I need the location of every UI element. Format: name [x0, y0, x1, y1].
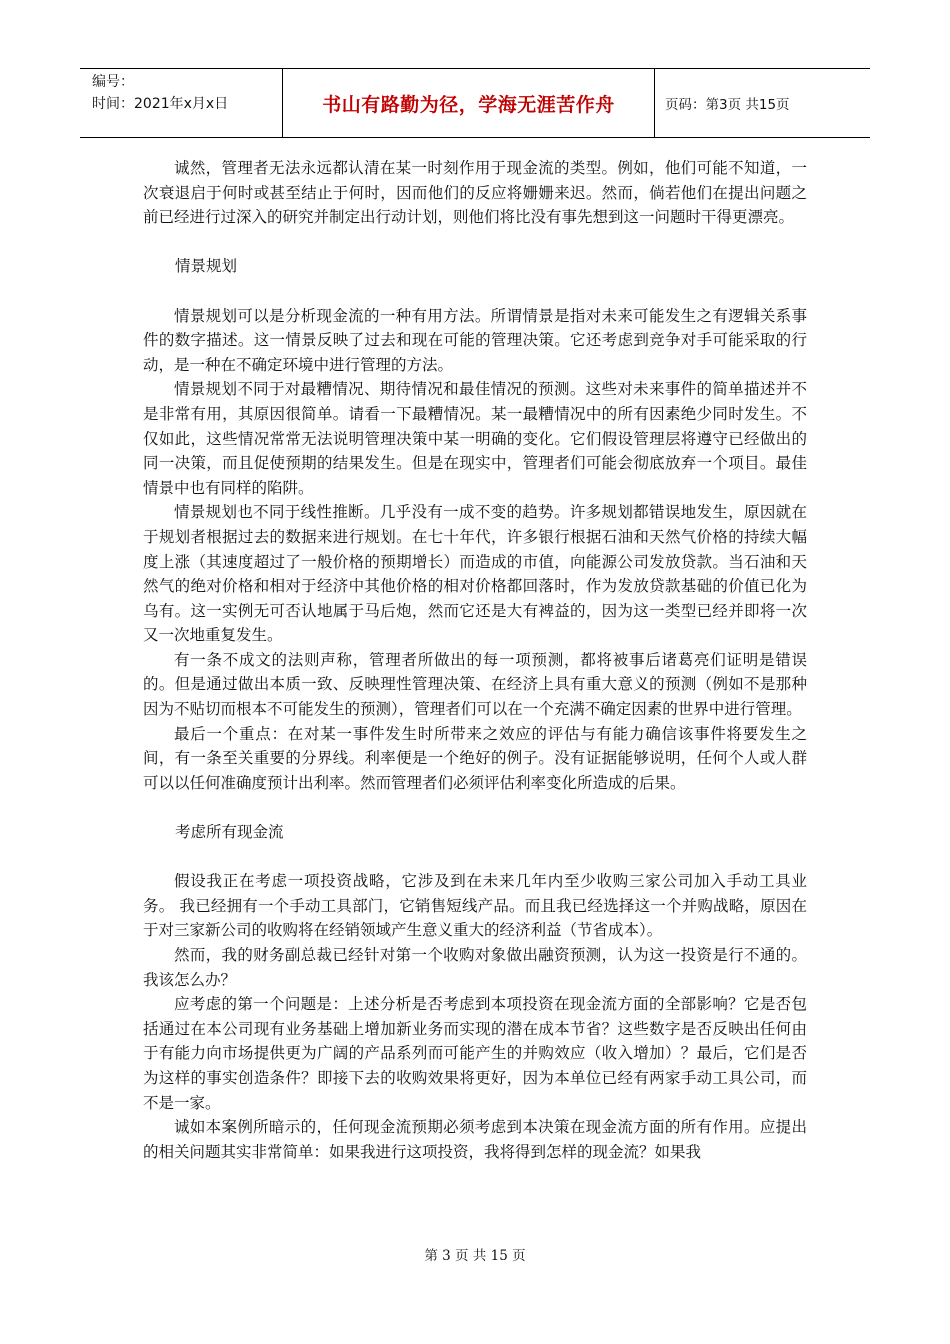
section-heading: 情景规划	[175, 257, 238, 276]
header-meta	[80, 69, 282, 137]
paragraph: 假设我正在考虑一项投资战略，它涉及到在未来几年内至少收购三家公司加入手动工具业务。 我已经拥有一个手动工具部门，它销售短线产品。而且我已经选择这一个并购战略，原因在于对三家新公司的收购将在经销领域产生意义重大的经济利益（节省成本）。	[143, 872, 807, 940]
paragraph: 最后一个重点：在对某一事件发生时所带来之效应的评估与有能力确信该事件将要发生之间，有一条至关重要的分界线。利率便是一个绝好的例子。没有证据能够说明，任何个人或人群可以以任何准确度预计出利率。然而管理者们必须评估利率变化所造成的后果。	[143, 724, 807, 792]
document-body	[143, 156, 807, 1164]
paragraph: 诚然，管理者无法永远都认清在某一时刻作用于现金流的类型。例如，他们可能不知道，一次衰退启于何时或甚至结止于何时，因而他们的反应将姗姗来迟。然而，倘若他们在提出问题之前已经进行过深入的研究并制定出行动计划，则他们将比没有事先想到这一问题时干得更漂亮。	[143, 159, 807, 227]
paragraph: 情景规划不同于对最糟情况、期待情况和最佳情况的预测。这些对未来事件的简单描述并不是非常有用，其原因很简单。请看一下最糟情况。某一最糟情况中的所有因素绝少同时发生。不仅如此，这些情况常常无法说明管理决策中某一明确的变化。它们假设管理层将遵守已经做出的同一决策，而且促使预期的结果发生。但是在现实中，管理者们可能会彻底放弃一个项目。最佳情景中也有同样的陷阱。	[143, 380, 807, 497]
header-motto: 书山有路勤为径，学海无涯苦作舟	[282, 69, 655, 137]
section-heading: 考虑所有现金流	[175, 823, 284, 842]
paragraph: 然而，我的财务副总裁已经针对第一个收购对象做出融资预测，认为这一投资是行不通的。我该怎么办？	[143, 946, 807, 989]
date-label: 时间：2021年x月x日	[92, 96, 229, 112]
page-footer: 第 3 页 共 15 页	[424, 1248, 526, 1264]
paragraph: 诚如本案例所暗示的，任何现金流预期必须考虑到本决策在现金流方面的所有作用。应提出的相关问题其实非常简单：如果我进行这项投资，我将得到怎样的现金流？如果我	[143, 1118, 807, 1161]
page-header	[80, 68, 870, 138]
paragraph: 情景规划也不同于线性推断。几乎没有一成不变的趋势。许多规划都错误地发生，原因就在于规划者根据过去的数据来进行规划。在七十年代，许多银行根据石油和天然气价格的持续大幅度上涨（其速度超过了一般价格的预期增长）而造成的市值，向能源公司发放贷款。当石油和天然气的绝对价格和相对于经济中其他价格的相对价格都回落时，作为发放贷款基础的价值已化为乌有。这一实例无可否认地属于马后炮，然而它还是大有裨益的，因为这一类型已经并即将一次又一次地重复发生。	[143, 503, 807, 645]
paragraph: 情景规划可以是分析现金流的一种有用方法。所谓情景是指对未来可能发生之有逻辑关系事件的数字描述。这一情景反映了过去和现在可能的管理决策。它还考虑到竞争对手可能采取的行动，是一种在不确定环境中进行管理的方法。	[143, 306, 807, 374]
header-page-info: 页码：第3页 共15页	[665, 97, 790, 113]
number-label: 编号：	[92, 74, 134, 90]
paragraph: 应考虑的第一个问题是：上述分析是否考虑到本项投资在现金流方面的全部影响？它是否包括通过在本公司现有业务基础上增加新业务而实现的潜在成本节省？这些数字是否反映出任何由于有能力向市场提供更为广阔的产品系列而可能产生的并购效应（收入增加）？最后，它们是否为这样的事实创造条件？即接下去的收购效果将更好，因为本单位已经有两家手动工具公司，而不是一家。	[143, 995, 807, 1112]
paragraph: 有一条不成文的法则声称，管理者所做出的每一项预测，都将被事后诸葛亮们证明是错误的。但是通过做出本质一致、反映理性管理决策、在经济上具有重大意义的预测（例如不是那种因为不贴切而根本不可能发生的预测），管理者们可以在一个充满不确定因素的世界中进行管理。	[143, 650, 807, 719]
